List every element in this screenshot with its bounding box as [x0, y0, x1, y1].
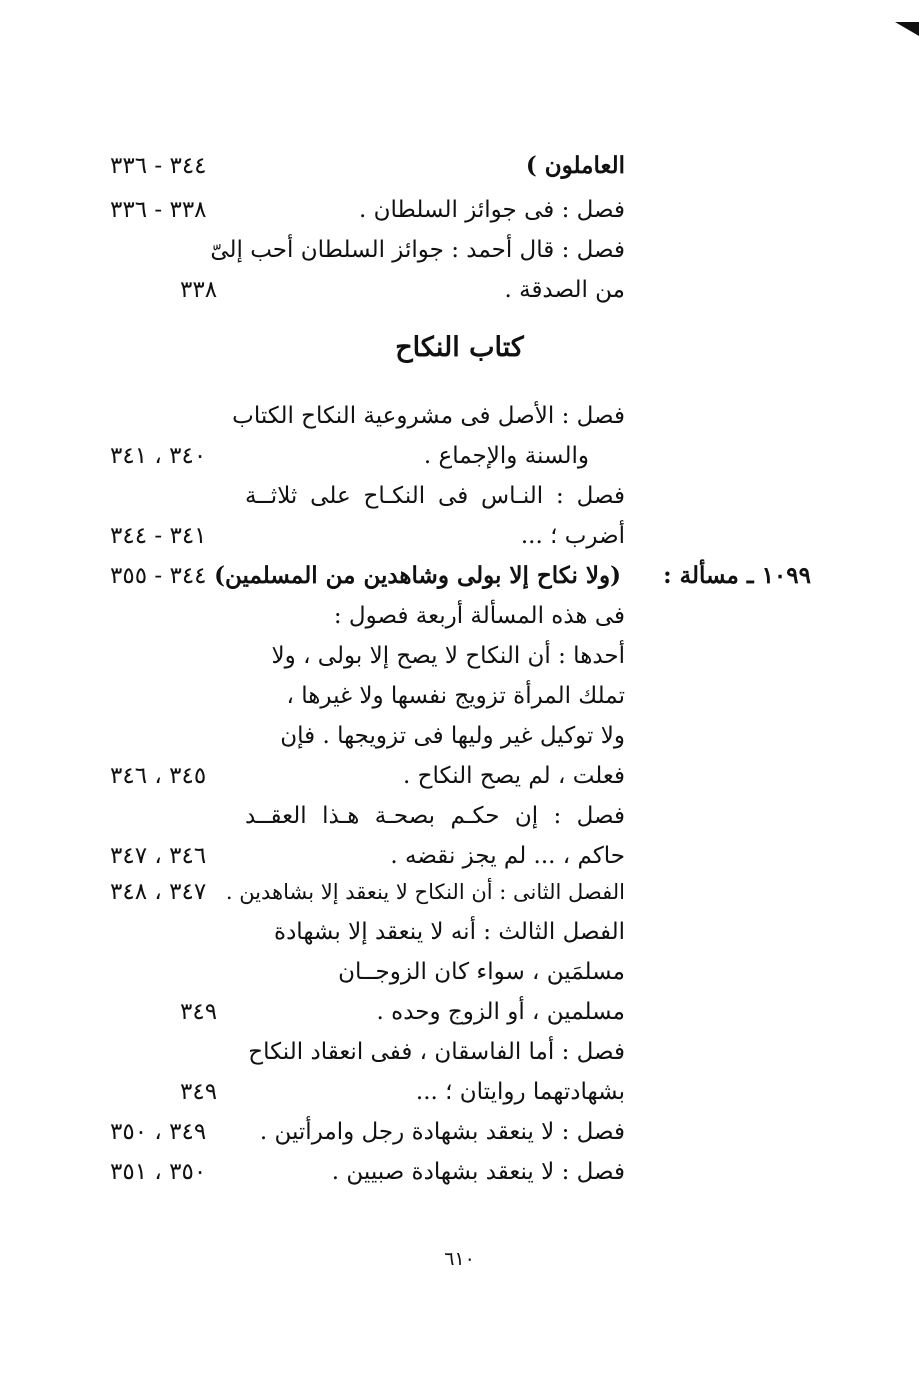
toc-entry: [0, 872, 919, 912]
entry-text: فصل : فى جوائز السلطان .: [358, 197, 625, 223]
toc-entry-masala: [0, 556, 919, 596]
entry-text: مسلمين ، أو الزوج وحده .: [376, 999, 625, 1025]
entry-pages: ٣٤٠ ، ٣٤١: [110, 443, 207, 469]
corner-mark-icon: [895, 22, 919, 36]
entry-text: فصل : إن حكـم بصحـة هـذا العقــد: [245, 803, 625, 829]
entry-pages: ٣٤٦ ، ٣٤٧: [110, 843, 207, 869]
entry-text: فصل : أما الفاسقان ، ففى انعقاد النكاح: [248, 1039, 625, 1065]
toc-entry-continuation: [0, 436, 919, 476]
toc-entry-continuation: [0, 992, 919, 1032]
entry-text: (ولا نكاح إلا بولى وشاهدين من المسلمين): [214, 562, 621, 589]
toc-entry-continuation: [0, 676, 919, 716]
section-heading: كتاب النكاح: [395, 332, 524, 363]
toc-entry: [0, 1032, 919, 1072]
entry-text: فعلت ، لم يصح النكاح .: [403, 763, 625, 789]
entry-pages: ٣٣٨ - ٣٣٦: [110, 197, 207, 223]
entry-text: العاملون ): [525, 152, 625, 179]
toc-entry: [0, 190, 919, 230]
toc-entry: [0, 596, 919, 636]
toc-entry: [0, 796, 919, 836]
entry-text: فصل : قال أحمد : جوائز السلطان أحب إلىّ: [210, 237, 625, 263]
entry-pages: ٣٤٩: [180, 1079, 218, 1105]
entry-text: من الصدقة .: [504, 277, 625, 303]
entry-text: ولا توكيل غير وليها فى تزويجها . فإن: [280, 723, 625, 749]
entry-text: الفصل الثالث : أنه لا ينعقد إلا بشهادة: [274, 919, 625, 945]
toc-entry-continuation: [0, 1072, 919, 1112]
entry-text: فصل : لا ينعقد بشهادة صبيين .: [331, 1159, 625, 1185]
entry-text: فصل : النـاس فى النكـاح على ثلاثــة: [245, 483, 625, 509]
entry-pages: ٣٤٤ - ٣٥٥: [110, 563, 207, 589]
entry-pages: ٣٤٩: [180, 999, 218, 1025]
entry-pages: ٣٤٤ - ٣٣٦: [110, 153, 207, 179]
toc-entry-continuation: [0, 516, 919, 556]
entry-pages: ٣٤٩ ، ٣٥٠: [110, 1119, 207, 1145]
entry-pages: ٣٤١ - ٣٤٤: [110, 523, 207, 549]
entry-text: فى هذه المسألة أربعة فصول :: [333, 603, 625, 629]
toc-entry: [0, 1112, 919, 1152]
toc-entry-continuation: [0, 836, 919, 876]
toc-entry: [0, 912, 919, 952]
entry-text: الفصل الثانى : أن النكاح لا ينعقد إلا بشاهدين .: [225, 880, 625, 904]
entry-text: فصل : الأصل فى مشروعية النكاح الكتاب: [232, 403, 625, 429]
entry-text: فصل : لا ينعقد بشهادة رجل وامرأتين .: [259, 1119, 625, 1145]
entry-text: مسلمَين ، سواء كان الزوجــان: [338, 959, 625, 985]
entry-pages: ٣٣٨: [180, 277, 218, 303]
page-number: ٦١٠: [444, 1248, 475, 1270]
entry-text: والسنة والإجماع .: [423, 443, 589, 469]
toc-entry-continuation: [0, 952, 919, 992]
entry-text: حاكم ، ... لم يجز نقضه .: [390, 843, 625, 869]
toc-entry-continuation: [0, 756, 919, 796]
entry-text: بشهادتهما روايتان ؛ ...: [415, 1079, 625, 1105]
entry-pages: ٣٤٧ ، ٣٤٨: [110, 879, 207, 905]
entry-pages: ٣٤٥ ، ٣٤٦: [110, 763, 207, 789]
toc-entry: [0, 396, 919, 436]
toc-entry: [0, 476, 919, 516]
entry-number: ١٠٩٩ ـ مسألة :: [663, 562, 811, 589]
entry-text: أضرب ؛ ...: [520, 523, 625, 549]
entry-text: أحدها : أن النكاح لا يصح إلا بولى ، ولا: [271, 643, 625, 669]
entry-pages: ٣٥٠ ، ٣٥١: [110, 1159, 207, 1185]
toc-entry: [0, 230, 919, 270]
toc-entry-continuation: [0, 716, 919, 756]
toc-entry: [0, 636, 919, 676]
toc-entry: [0, 146, 919, 186]
toc-entry: [0, 1152, 919, 1192]
entry-text: تملك المرأة تزويج نفسها ولا غيرها ،: [286, 683, 625, 709]
toc-entry-continuation: [0, 270, 919, 310]
